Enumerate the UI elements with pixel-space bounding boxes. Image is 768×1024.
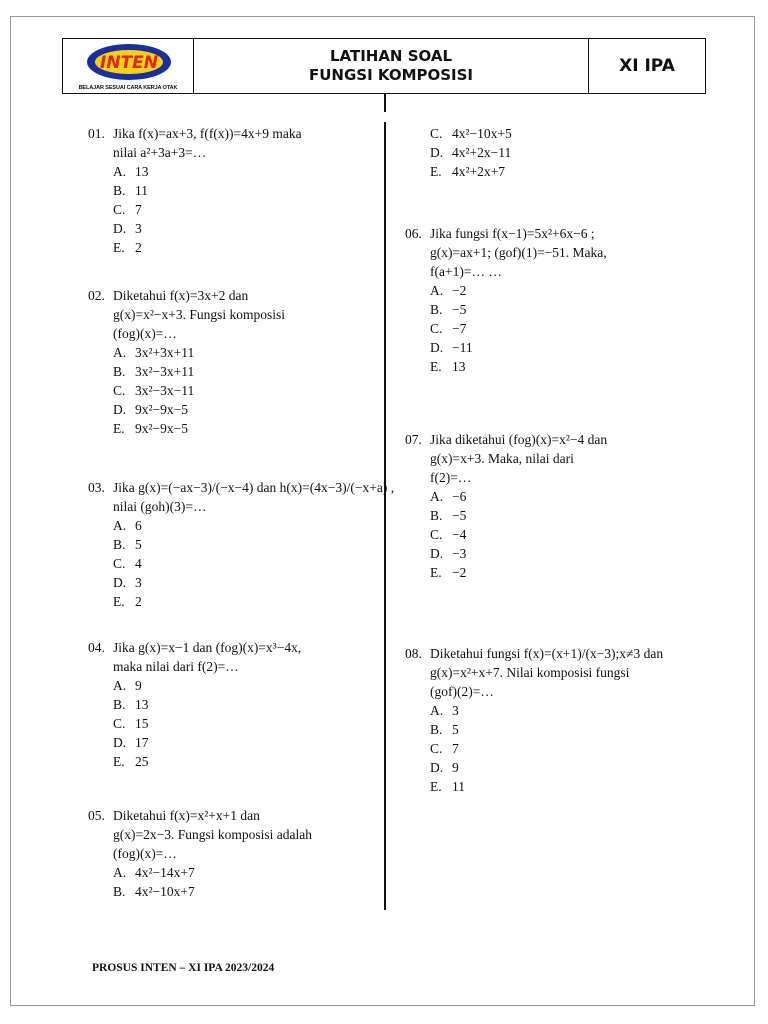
title-line-1: LATIHAN SOAL [329,47,453,65]
class-box [588,38,706,94]
question-number: 05. [88,808,105,823]
option-b[interactable]: B. 4x²−10x+7 [113,884,195,899]
question-line: f(2)=… [430,470,472,485]
question-number: 03. [88,480,105,495]
option-e[interactable]: E. 2 [113,594,142,609]
question-07 [405,430,679,644]
option-e[interactable]: E. 13 [430,359,466,374]
option-e[interactable]: E. 4x²+2x+7 [430,164,506,179]
option-d[interactable]: D. 9 [430,760,459,775]
option-d[interactable]: D. 3 [113,575,142,590]
question-line: Diketahui f(x)=x²+x+1 dan [113,808,260,823]
option-d[interactable]: D. −3 [430,546,467,561]
option-d[interactable]: D. 9x²−9x−5 [113,402,189,417]
question-line: f(a+1)=… … [430,264,502,279]
question-line: Jika g(x)=(−ax−3)/(−x−4) dan h(x)=(4x−3)/(−x+a) , [113,480,395,495]
question-line: nilai a²+3a+3=… [113,145,207,160]
class-label: XI IPA [619,56,675,76]
question-line: g(x)=ax+1; (gof)(1)=−51. Maka, [430,245,607,260]
logo-box [62,38,194,94]
question-number: 07. [405,432,422,447]
question-06 [405,224,679,430]
column-divider [384,122,386,910]
question-number: 01. [88,126,105,141]
title-line-2: FUNGSI KOMPOSISI [308,66,474,84]
option-b[interactable]: B. 5 [113,537,142,552]
option-e[interactable]: E. −2 [430,565,467,580]
question-line: g(x)=x²+x+7. Nilai komposisi fungsi [430,665,630,680]
question-line: maka nilai dari f(2)=… [113,659,239,674]
logo-tagline: BELAJAR SESUAI CARA KERJA OTAK [78,85,178,91]
question-line: Jika diketahui (fog)(x)=x²−4 dan [430,432,608,447]
question-number: 04. [88,640,105,655]
option-b[interactable]: B. −5 [430,302,467,317]
option-d[interactable]: D. 3 [113,221,142,236]
option-b[interactable]: B. 5 [430,722,459,737]
option-b[interactable]: B. 3x²−3x+11 [113,364,195,379]
option-b[interactable]: B. 11 [113,183,148,198]
option-a[interactable]: A. 13 [113,164,149,179]
option-a[interactable]: A. −6 [430,489,467,504]
question-number: 02. [88,288,105,303]
question-line: g(x)=x+3. Maka, nilai dari [430,451,574,466]
question-line: (gof)(2)=… [430,684,494,699]
right-column [405,124,679,796]
question-02 [88,286,364,478]
footer-text: PROSUS INTEN – XI IPA 2023/2024 [92,962,275,974]
question-line: (fog)(x)=… [113,326,177,341]
title-box [193,38,589,94]
option-d[interactable]: D. −11 [430,340,473,355]
question-number: 08. [405,646,422,661]
question-line: Jika f(x)=ax+3, f(f(x))=4x+9 maka [113,126,302,141]
option-a[interactable]: A. 4x²−14x+7 [113,865,195,880]
option-c[interactable]: C. 3x²−3x−11 [113,383,195,398]
question-line: Diketahui fungsi f(x)=(x+1)/(x−3);x≠3 dan [430,646,664,661]
option-a[interactable]: A. 9 [113,678,142,693]
question-05 [88,806,364,901]
option-e[interactable]: E. 25 [113,754,149,769]
option-b[interactable]: B. −5 [430,508,467,523]
option-c[interactable]: C. 15 [113,716,149,731]
option-c[interactable]: C. 4x²−10x+5 [430,126,512,141]
question-line: g(x)=2x−3. Fungsi komposisi adalah [113,827,312,842]
option-a[interactable]: A. 6 [113,518,142,533]
question-03 [88,478,395,638]
option-e[interactable]: E. 2 [113,240,142,255]
option-d[interactable]: D. 4x²+2x−11 [430,145,512,160]
header-divider [384,94,386,112]
option-a[interactable]: A. 3x²+3x+11 [113,345,195,360]
question-line: (fog)(x)=… [113,846,177,861]
option-a[interactable]: A. −2 [430,283,467,298]
question-number: 06. [405,226,422,241]
question-01 [88,124,364,286]
option-e[interactable]: E. 11 [430,779,465,794]
option-e[interactable]: E. 9x²−9x−5 [113,421,189,436]
option-c[interactable]: C. 7 [430,741,459,756]
option-c[interactable]: C. 4 [113,556,142,571]
option-d[interactable]: D. 17 [113,735,149,750]
question-line: Jika fungsi f(x−1)=5x²+6x−6 ; [430,226,595,241]
inten-logo [85,42,173,82]
option-c[interactable]: C. 7 [113,202,142,217]
option-c[interactable]: C. −7 [430,321,467,336]
question-line: nilai (goh)(3)=… [113,499,207,514]
option-c[interactable]: C. −4 [430,527,467,542]
question-line: g(x)=x²−x+3. Fungsi komposisi [113,307,286,322]
logo-text: INTEN [100,53,158,73]
question-08 [405,644,679,796]
question-line: Jika g(x)=x−1 dan (fog)(x)=x³−4x, [113,640,302,655]
question-04 [88,638,364,806]
left-column [88,124,395,901]
option-b[interactable]: B. 13 [113,697,149,712]
option-a[interactable]: A. 3 [430,703,459,718]
question-line: Diketahui f(x)=3x+2 dan [113,288,249,303]
question-05-continued [405,124,679,224]
